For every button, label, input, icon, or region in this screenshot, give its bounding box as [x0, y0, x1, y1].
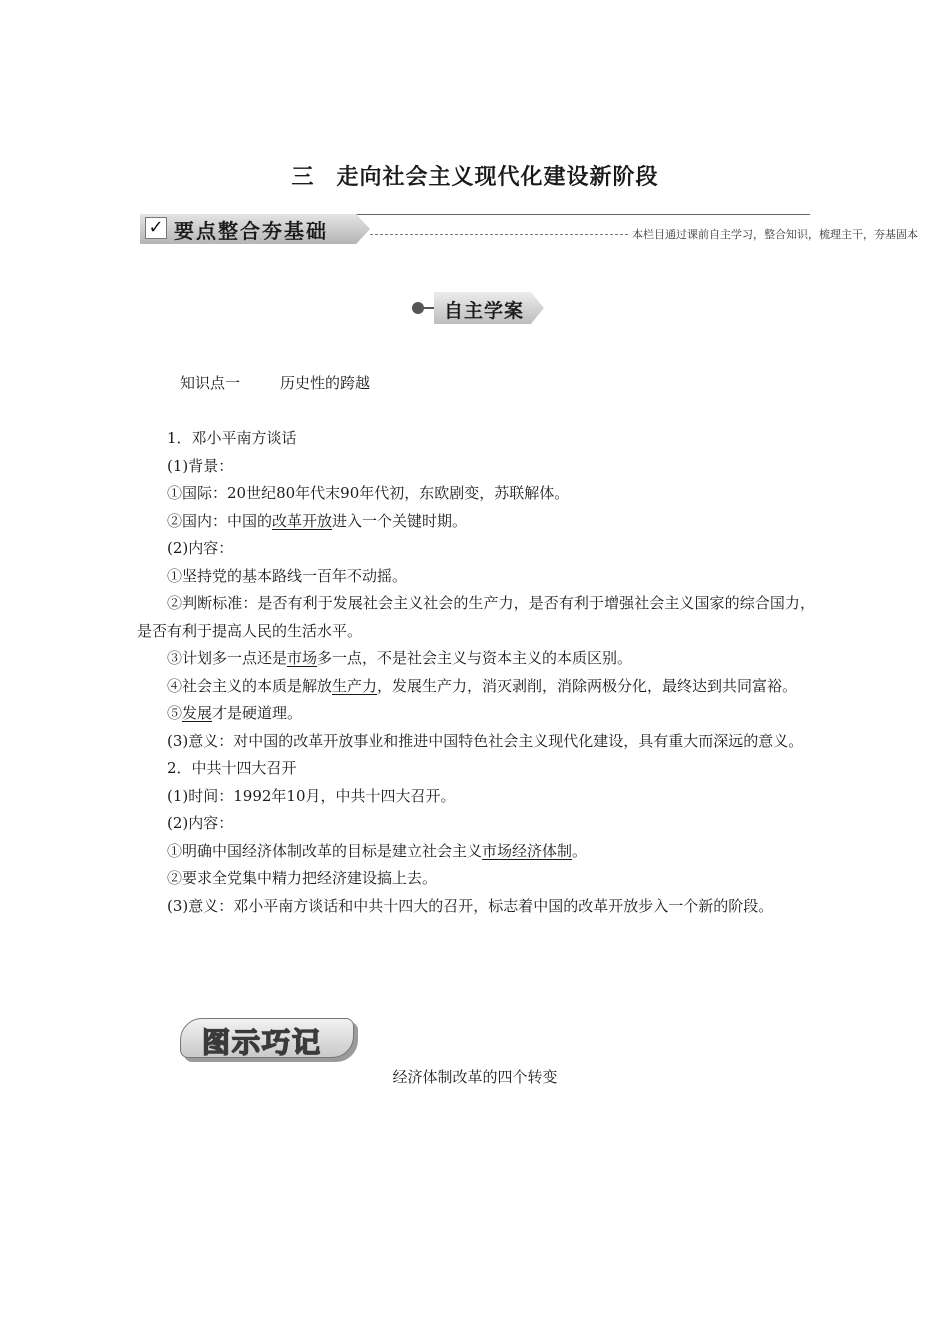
- underlined-term: 生产力: [332, 676, 378, 695]
- banner-rule: [340, 214, 810, 215]
- heading-item-1: 1．邓小平南方谈话: [167, 429, 297, 447]
- section-banner: [140, 212, 918, 248]
- paragraph: (1)时间：1992年10月，中共十四大召开。: [167, 786, 456, 805]
- knowledge-point-label: 知识点一: [180, 374, 241, 392]
- paragraph: ②判断标准：是否有利于发展社会主义社会的生产力，是否有利于增强社会主义国家的综合国力，是否有利于提高人民的生活水平。: [137, 594, 815, 640]
- paragraph: ④社会主义的本质是解放生产力，发展生产力，消灭剥削，消除两极分化，最终达到共同富裕。: [167, 676, 798, 695]
- paragraph: ③计划多一点还是市场多一点，不是社会主义与资本主义的本质区别。: [167, 649, 633, 667]
- underlined-term: 市场经济体制: [482, 841, 573, 860]
- checkmark-icon: ✓: [145, 217, 167, 239]
- diagram-caption: 经济体制改革的四个转变: [392, 1068, 558, 1086]
- paragraph: ①明确中国经济体制改革的目标是建立社会主义市场经济体制。: [167, 841, 588, 860]
- banner-label: 要点整合夯基础: [174, 219, 328, 243]
- bullet-dot-icon: [412, 302, 424, 314]
- section-tag: [412, 292, 540, 324]
- content-body: [137, 425, 815, 920]
- banner-note: 本栏目通过课前自主学习，整合知识，梳理主干，夯基固本: [632, 228, 918, 241]
- paragraph: ①国际：20世纪80年代末90年代初，东欧剧变，苏联解体。: [167, 484, 570, 502]
- paragraph: ①坚持党的基本路线一百年不动摇。: [167, 566, 408, 585]
- banner-dashed-line: [370, 234, 628, 235]
- heading-item-2: 2．中共十四大召开: [167, 759, 297, 777]
- paragraph: (2)内容：: [167, 539, 234, 557]
- paragraph: ②国内：中国的改革开放进入一个关键时期。: [167, 511, 468, 530]
- memory-aid-badge: [180, 1018, 360, 1064]
- underlined-term: 市场: [287, 649, 318, 667]
- underlined-term: 发展: [182, 704, 213, 722]
- paragraph: (2)内容：: [167, 814, 234, 832]
- knowledge-point-title: 历史性的跨越: [280, 374, 371, 392]
- title-number: 三: [291, 165, 315, 190]
- paragraph: (1)背景：: [167, 456, 234, 475]
- section-tag-label: 自主学案: [444, 300, 525, 322]
- page-title: [0, 160, 950, 191]
- knowledge-point-heading: [180, 372, 370, 393]
- underlined-term: 改革开放: [272, 511, 333, 530]
- paragraph: (3)意义：邓小平南方谈话和中共十四大的召开，标志着中国的改革开放步入一个新的阶段。: [167, 896, 774, 915]
- paragraph: (3)意义：对中国的改革开放事业和推进中国特色社会主义现代化建设，具有重大而深远的意义。: [167, 731, 804, 750]
- badge-label: 图示巧记: [202, 1026, 323, 1059]
- paragraph: ⑤发展才是硬道理。: [167, 704, 303, 722]
- paragraph: ②要求全党集中精力把经济建设搞上去。: [167, 869, 438, 887]
- title-text: 走向社会主义现代化建设新阶段: [336, 165, 659, 190]
